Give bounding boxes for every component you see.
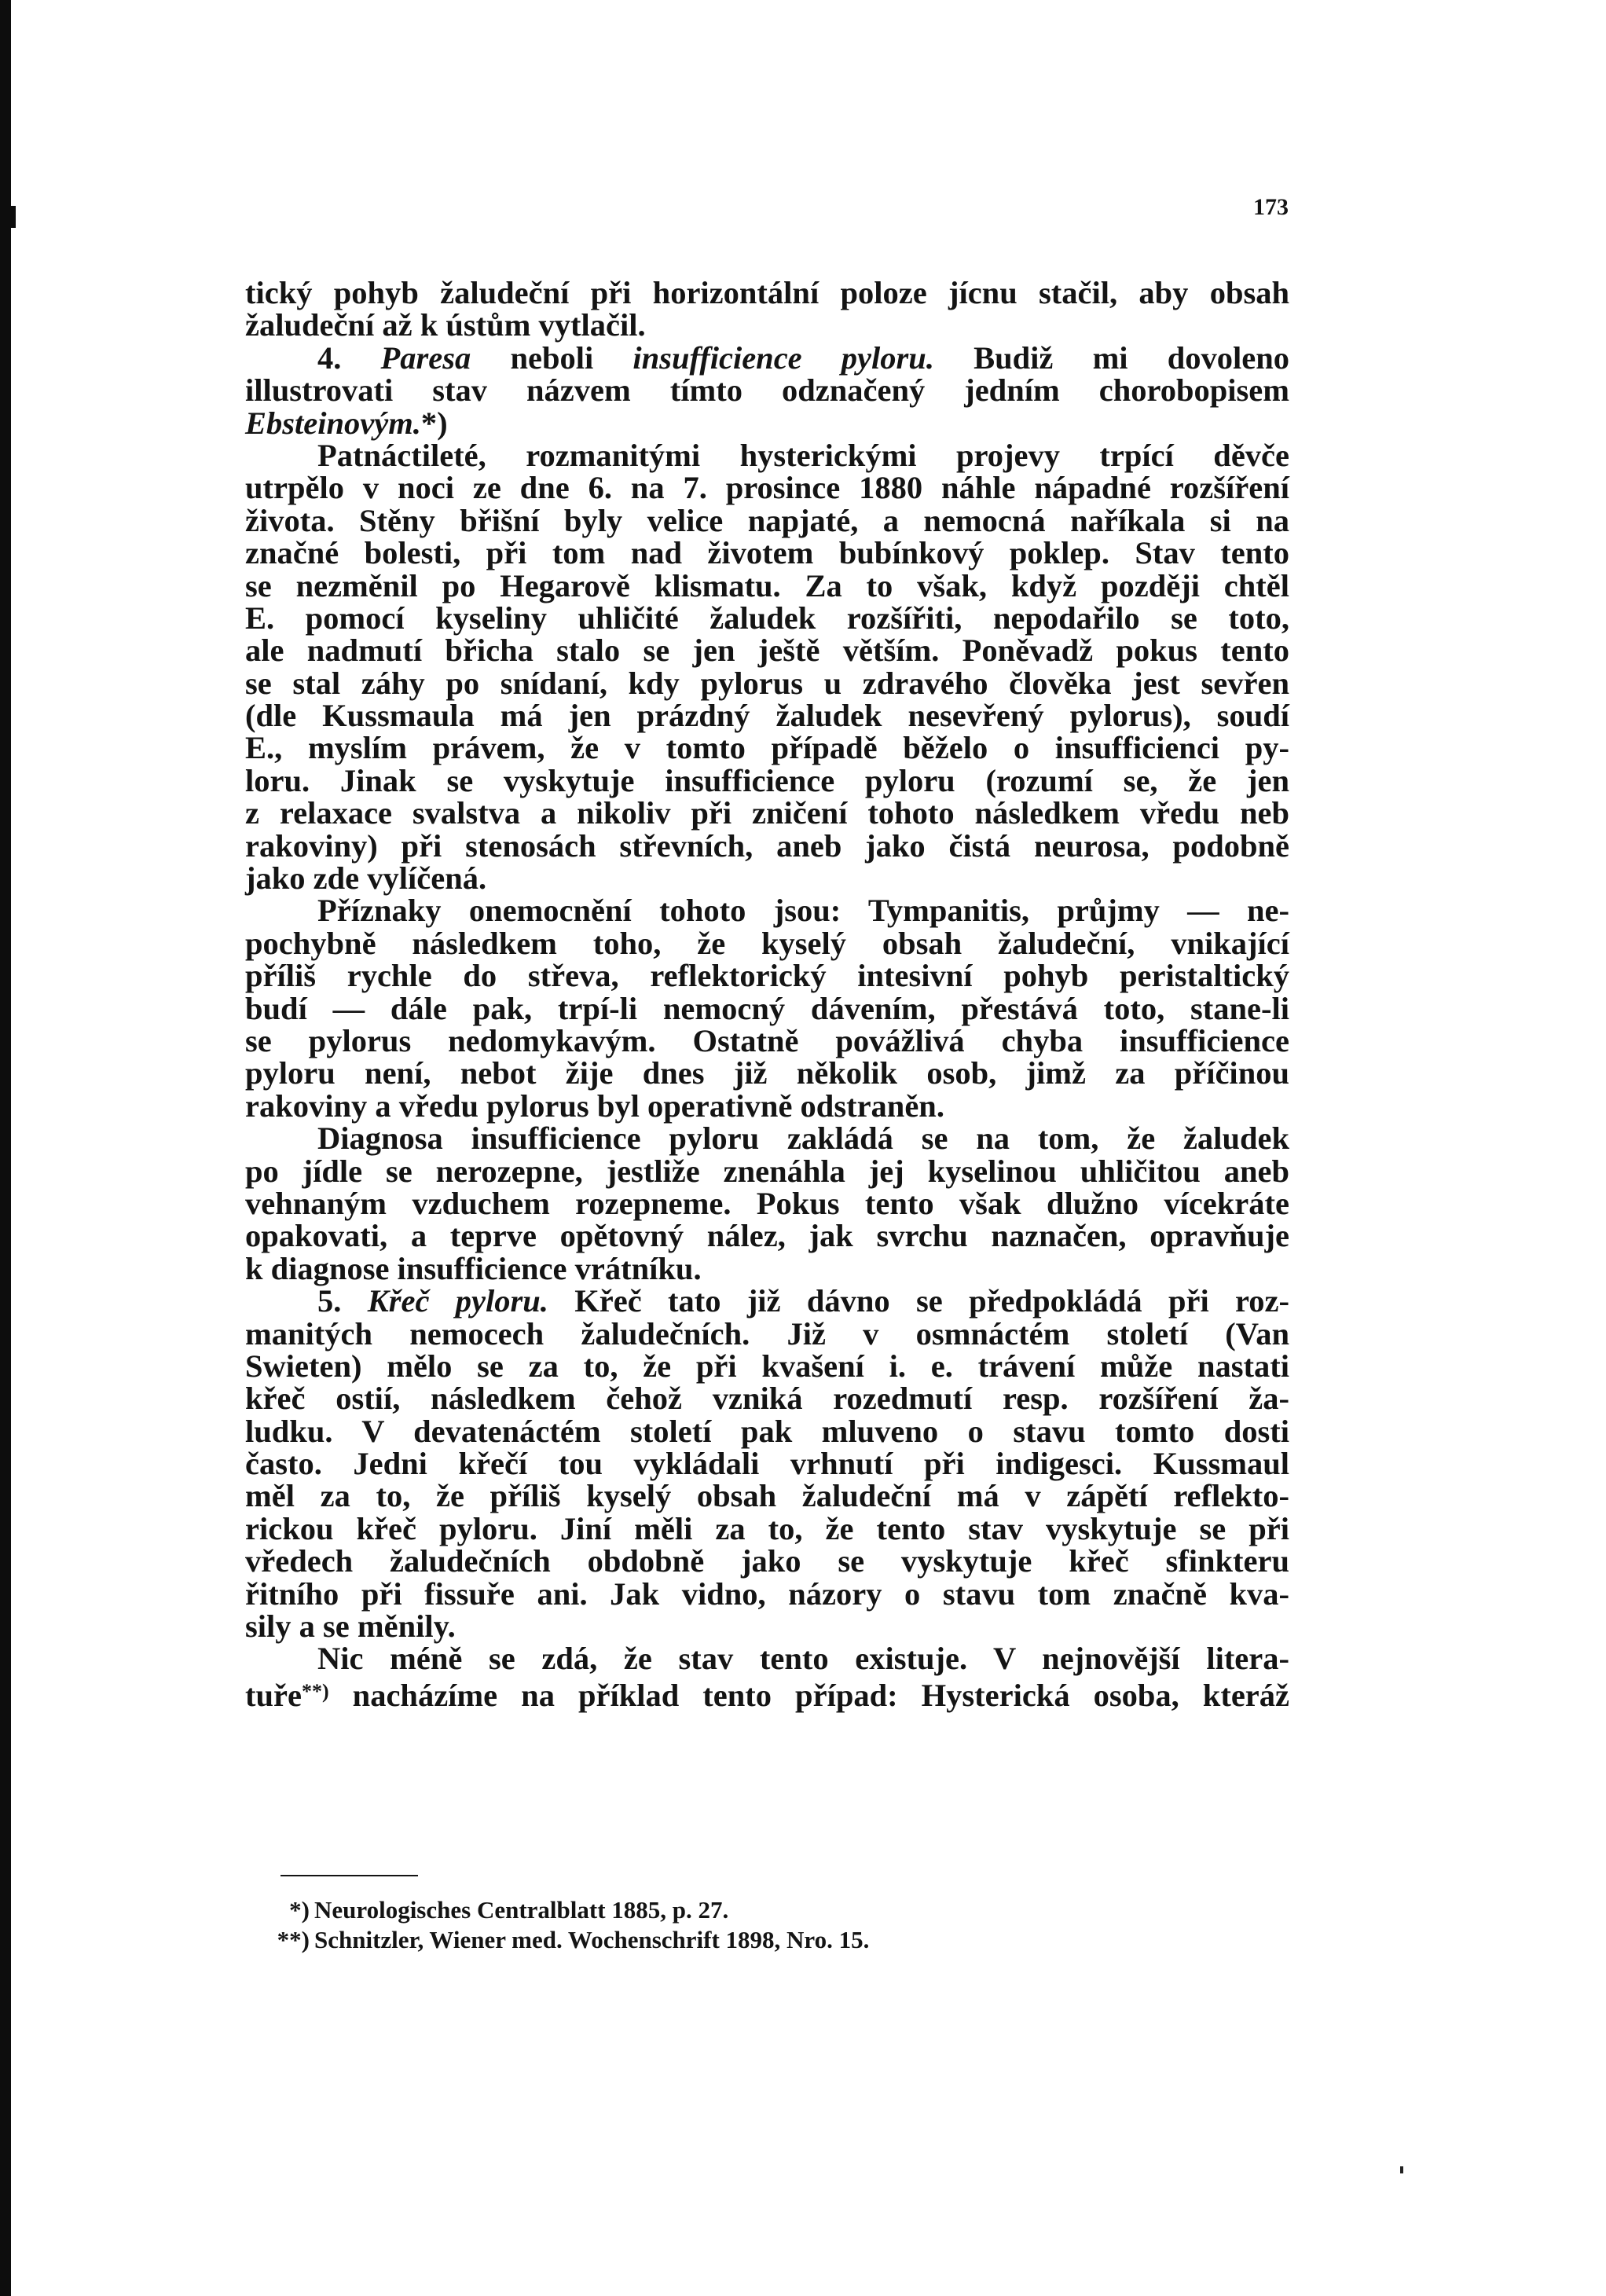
footnote-separator [280,1875,418,1876]
text-line: života. Stěny břišní byly velice napjaté, a nemocná naříkala si na [245,502,1289,538]
text-line: tický pohyb žaludeční při horizontální poloze jícnu stačil, aby obsah [245,275,1289,310]
text-line [245,339,1290,376]
text-line [245,1675,1289,1713]
text-line: manitých nemocech žaludečních. Již v osmnáctém století (Van [245,1315,1289,1352]
footnote-mark: **) [277,1926,310,1953]
scan-tick [11,206,16,228]
text-run: Křeč tato již dávno se předpokládá při roz- [548,1283,1290,1319]
footnote [277,1925,1257,1955]
footnote-text: Neurologisches Centralblatt 1885, p. 27. [314,1896,729,1924]
text-line: z relaxace svalstva a nikoliv při zničení tohoto následkem vředu neb [245,795,1289,831]
text-line: (dle Kussmaula má jen prázdný žaludek nesevřený pylorus), soudí [245,698,1289,734]
text-run: neboli [471,339,633,376]
text-line [245,407,1289,439]
text-line: vředech žaludečních obdobně jako se vyskytuje křeč sfinkteru [245,1543,1289,1579]
italic-term: Křeč pyloru. [367,1283,548,1319]
text-line: Nic méně se zdá, že stav tento existuje. V nejnovější litera- [317,1641,1289,1677]
text-line: rakoviny a vředu pylorus byl operativně odstraněn. [245,1087,944,1124]
italic-term: Paresa [380,339,471,376]
text-line: jako zde vylíčená. [245,860,487,897]
text-line: pochybně následkem toho, že kyselý obsah žaludeční, vnikající [245,925,1289,961]
section-number: 5. [317,1283,342,1319]
text-line: značné bolesti, při tom nad životem bubínkový poklep. Stav tento [245,535,1289,571]
text-line: pyloru není, nebot žije dnes již několik osob, jimž za příčinou [245,1055,1289,1091]
footnote [289,1895,1257,1925]
text-line: Diagnosa insufficience pyloru zakládá se na tom, že žaludek [317,1120,1289,1157]
text-line: illustrovati stav názvem tímto odznačený jedním chorobopisem [245,372,1289,409]
text-line: E., myslím právem, že v tomto případě běželo o insufficienci py- [245,730,1289,766]
text-line: po jídle se nerozepne, jestliže znenáhla jej kyselinou uhličitou aneb [245,1153,1289,1189]
text-line: příliš rychle do střeva, reflektorický intesivní pohyb peristaltický [245,958,1289,994]
section-number: 4. [317,339,342,376]
text-line: žaludeční až k ústům vytlačil. [245,307,646,343]
footnote-ref: *) [420,405,448,441]
text-line: loru. Jinak se vyskytuje insufficience pyloru (rozumí se, že jen [245,762,1289,798]
footnote-text: Schnitzler, Wiener med. Wochenschrift 1898, Nro. 15. [314,1926,870,1953]
text-run: tuře [245,1677,302,1713]
text-line: měl za to, že příliš kyselý obsah žaludeční má v zápětí reflekto- [245,1478,1289,1514]
text-line: se stal záhy po snídaní, kdy pylorus u zdravého člověka jest sevřen [245,665,1289,701]
text-line: ludku. V devatenáctém století pak mluveno o stavu tomto dosti [245,1413,1289,1449]
text-line: vehnaným vzduchem rozepneme. Pokus tento však dlužno vícekráte [245,1185,1289,1221]
italic-term: insufficience pyloru. [632,339,934,376]
footnotes [277,1895,1257,1955]
text-run: nacházíme na příklad tento případ: Hysterická osoba, kteráž [328,1677,1289,1713]
text-line: opakovati, a teprve opětovný nález, jak svrchu naznačen, opravňuje [245,1218,1289,1254]
text-line: Příznaky onemocnění tohoto jsou: Tympanitis, průjmy — ne- [317,893,1289,929]
text-line: E. pomocí kyseliny uhličité žaludek rozšířiti, nepodařilo se toto, [245,600,1289,636]
page-number: 173 [1253,194,1289,220]
scan-edge [0,0,11,2296]
text-line: Patnáctileté, rozmanitými hysterickými projevy trpící děvče [317,437,1289,473]
text-line: Swieten) mělo se za to, že při kvašení i. e. trávení může nastati [245,1348,1289,1384]
body-text [245,275,1290,1713]
text-line: rickou křeč pyloru. Jiní měli za to, že tento stav vyskytuje se při [245,1510,1289,1546]
text-line: řitního při fissuře ani. Jak vidno, názory o stavu tom značně kva- [245,1575,1289,1612]
text-line: křeč ostií, následkem čehož vzniká rozedmutí resp. rozšíření ža- [245,1381,1289,1417]
text-line [245,1285,1289,1317]
scan-mark [1400,2166,1403,2173]
text-line: sily a se měnily. [245,1608,456,1645]
text-line: budí — dále pak, trpí-li nemocný dávením, přestává toto, stane-li [245,990,1289,1026]
text-line: se nezměnil po Hegarově klismatu. Za to však, když později chtěl [245,567,1289,603]
footnote-mark: *) [289,1896,310,1924]
text-line: často. Jedni křečí tou vykládali vrhnutí při indigesci. Kussmaul [245,1446,1289,1482]
text-line: rakoviny) při stenosách střevních, aneb jako čistá neurosa, podobně [245,827,1289,864]
text-line: k diagnose insufficience vrátníku. [245,1250,702,1286]
italic-term: Ebsteinovým. [245,405,421,441]
text-run: Budiž mi dovoleno [933,339,1290,376]
footnote-ref: **) [301,1679,329,1703]
text-line: utrpělo v noci ze dne 6. na 7. prosince 1880 náhle nápadné rozšíření [245,470,1289,506]
text-line: se pylorus nedomykavým. Ostatně povážlivá chyba insufficience [245,1022,1289,1058]
text-line: ale nadmutí břicha stalo se jen ještě větším. Poněvadž pokus tento [245,633,1289,669]
